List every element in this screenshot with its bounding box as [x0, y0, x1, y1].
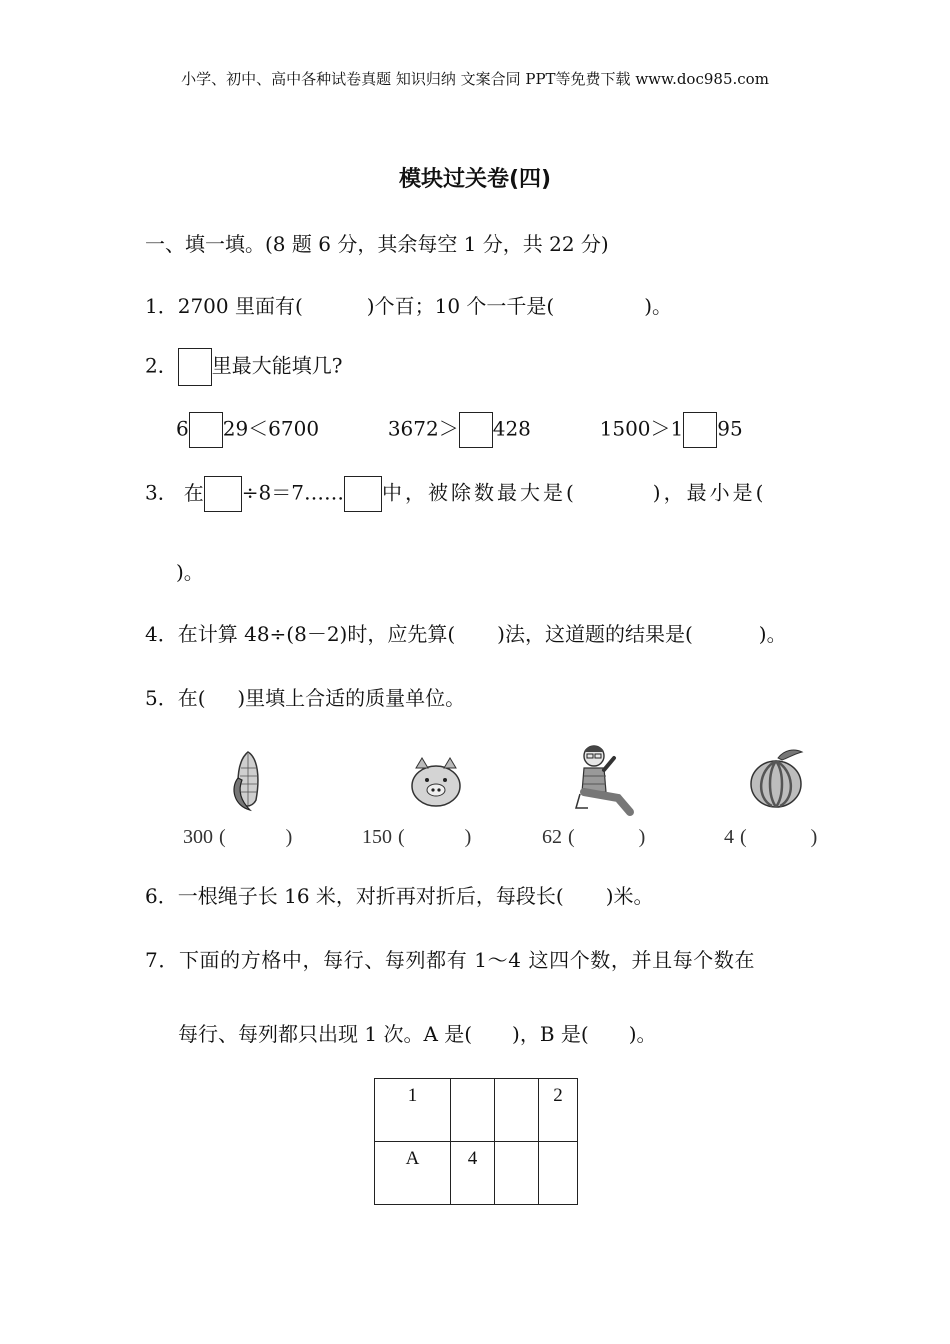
boy-icon: [570, 742, 636, 818]
question-1: [145, 290, 672, 319]
watermelon-icon: [748, 748, 808, 810]
q1-number: 1．: [145, 294, 178, 318]
q1-text-a: 2700 里面有(: [177, 294, 303, 318]
pig-icon: [408, 756, 464, 810]
q6-number: 6．: [145, 884, 178, 908]
q5-item-2: 150 ( ): [362, 826, 472, 848]
q1-text-c: )。: [644, 294, 673, 318]
q2-e3-left: 1500＞1: [599, 416, 684, 441]
question-2: [145, 348, 342, 386]
q7-text-a: 每行、每列都只出现 1 次。A 是(: [178, 1022, 473, 1046]
q3-text-b: ÷8＝7……: [241, 480, 344, 505]
q5-text: 在( )里填上合适的质量单位。: [177, 686, 466, 710]
question-4: [145, 618, 787, 647]
page-title: 模块过关卷(四): [398, 167, 552, 192]
question-3: [145, 476, 766, 512]
q3-box-remainder[interactable]: [344, 476, 382, 512]
q2-e2-left: 3672＞: [387, 416, 459, 441]
q7-grid: [374, 1078, 578, 1205]
q5-item-4: 4 ( ): [724, 826, 818, 848]
grid-row: [375, 1142, 578, 1205]
q2-e2-right: 428: [492, 416, 531, 441]
q2-box-2[interactable]: [459, 412, 493, 448]
q2-number: 2．: [145, 353, 178, 378]
q3-number: 3．: [145, 480, 178, 505]
q2-e1-right: 29＜6700: [222, 416, 320, 441]
q2-expressions: [176, 412, 743, 448]
q2-text: 里最大能填几?: [211, 353, 343, 378]
q4-text-c: )。: [758, 622, 787, 646]
q5-item-1: 300 ( ): [183, 826, 293, 848]
q6-text-a: 一根绳子长 16 米，对折再对折后，每段长(: [177, 884, 564, 908]
q2-box-1[interactable]: [189, 412, 223, 448]
question-6: [145, 880, 654, 909]
question-5: [145, 682, 465, 711]
grid-cell[interactable]: 2: [539, 1079, 578, 1142]
grid-cell[interactable]: [495, 1142, 539, 1205]
q4-text-b: )法，这道题的结果是(: [497, 622, 693, 646]
grid-cell[interactable]: [495, 1079, 539, 1142]
q2-box-3[interactable]: [683, 412, 717, 448]
q1-text-b: )个百；10 个一千是(: [366, 294, 555, 318]
section-heading: 一、填一填。(8 题 6 分，其余每空 1 分，共 22 分): [145, 232, 609, 256]
q7-text-b: )，B 是(: [512, 1022, 589, 1046]
q2-e3-right: 95: [717, 416, 743, 441]
q3-continue: )。: [176, 560, 204, 584]
grid-cell[interactable]: A: [375, 1142, 451, 1205]
grid-cell[interactable]: 4: [451, 1142, 495, 1205]
question-7: [145, 944, 755, 973]
q7-line-2: [178, 1018, 657, 1047]
q3-box-dividend[interactable]: [204, 476, 242, 512]
q4-number: 4．: [145, 622, 178, 646]
q2-box-sample: [178, 348, 212, 386]
q7-text-c: )。: [628, 1022, 657, 1046]
grid-cell[interactable]: 1: [375, 1079, 451, 1142]
page-header: 小学、初中、高中各种试卷真题 知识归纳 文案合同 PPT等免费下载 www.doc985.com: [181, 70, 769, 88]
q7-line-1: 下面的方格中，每行、每列都有 1～4 这四个数，并且每个数在: [178, 948, 756, 972]
grid-row: [375, 1079, 578, 1142]
corn-icon: [228, 748, 268, 812]
q3-text-d: )，最小是(: [652, 480, 767, 505]
grid-cell[interactable]: [539, 1142, 578, 1205]
q7-number: 7．: [145, 948, 179, 972]
q4-text-a: 在计算 48÷(8－2)时，应先算(: [177, 622, 456, 646]
grid-cell[interactable]: [451, 1079, 495, 1142]
q3-text-c: 中，被除数最大是(: [381, 480, 577, 505]
q6-text-b: )米。: [605, 884, 654, 908]
q5-number: 5．: [145, 686, 178, 710]
q3-text-a: 在: [183, 480, 204, 505]
q5-item-3: 62 ( ): [542, 826, 646, 848]
q2-e1-left: 6: [176, 416, 189, 441]
